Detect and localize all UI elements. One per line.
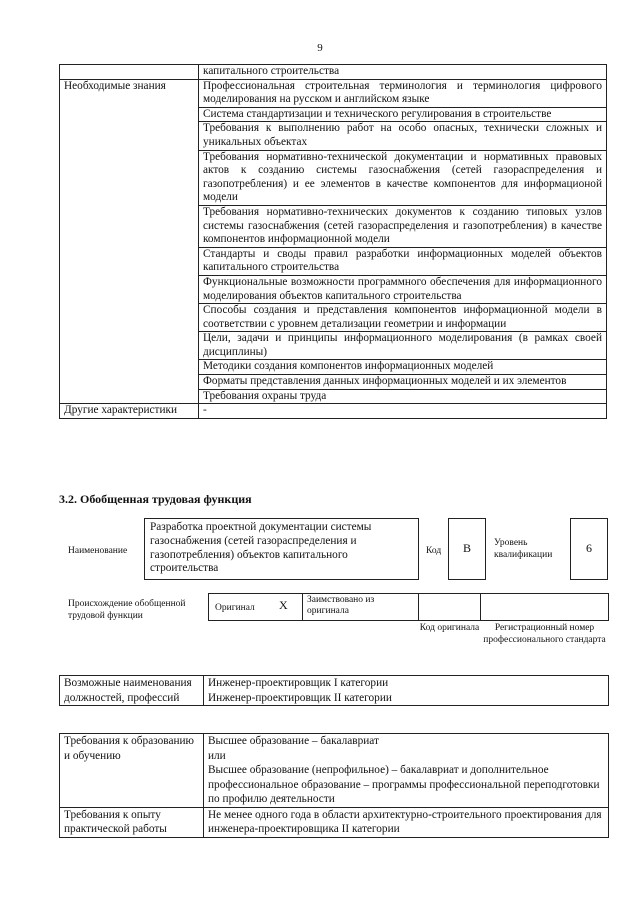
knowledge-item: Система стандартизации и технического регулирования в строительстве [199,107,607,122]
reg-number-cell [480,593,609,621]
positions-table [59,675,609,706]
position-item: Инженер-проектировщик I категории [208,677,389,689]
knowledge-item: Форматы представления данных информационных моделей и их элементов [199,375,607,390]
knowledge-item: Требования к выполнению работ на особо опасных, технически сложных и уникальных объектах [199,122,607,150]
knowledge-item: Требования нормативно-технической документации и нормативных правовых актов к созданию системы газоснабжения (сетей газораспределения и газопотребления) и ее элементов в качестве компонентов для информационой модели [199,150,607,205]
table-row [60,734,609,808]
cell-value: капитального строительства [199,65,607,80]
positions-values [204,676,609,706]
origin-label: Происхождение обобщенной трудовой функции [68,599,186,621]
section-title: 3.2. Обобщенная трудовая функция [59,492,252,506]
knowledge-item: Требования охраны труда [199,389,607,404]
education-label: Требования к образованию и обучению [60,734,204,808]
page-number: 9 [317,42,323,54]
knowledge-item: Функциональные возможности программного обеспечения для информационного моделирования объектов капитального строительства [199,275,607,303]
other-label: Другие характеристики [60,404,199,419]
code-label: Код [426,546,442,556]
experience-line: Не менее одного года в области архитектурно-строительного проектирования для инженера-проектировщика II категории [208,808,602,835]
table-row [60,65,607,80]
experience-value [204,807,609,837]
empty-cell [60,65,199,80]
knowledge-item: Требования нормативно-технических документов к созданию типовых узлов системы газоснабжения (сетей газораспределения и газопотребления) в качестве компонентов информационной модели [199,205,607,247]
knowledge-table [59,64,607,419]
table-row [60,676,609,706]
original-cell [208,593,303,621]
knowledge-item: Способы создания и представления компонентов информационной модели в соответствии с уровнем детализации геометрии и информации [199,304,607,332]
knowledge-item: Стандарты и своды правил разработки информационных моделей объектов капитального строительства [199,247,607,275]
education-value [204,734,609,808]
code-original-cell [418,593,481,621]
positions-label: Возможные наименования должностей, профессий [60,676,204,706]
requirements-table [59,733,609,838]
reg-number-label: Регистрационный номер профессионального стандарта [483,623,606,645]
experience-label: Требования к опыту практической работы [60,807,204,837]
name-value: Разработка проектной документации системы газоснабжения (сетей газораспределения и газопотребления) объектов капитального строительства [144,518,419,580]
level-value: 6 [570,518,608,580]
table-row [60,79,607,107]
education-line: Высшее образование – бакалавриат [208,735,379,747]
code-value: B [448,518,486,580]
knowledge-item: Методики создания компонентов информационных моделей [199,360,607,375]
knowledge-label: Необходимые знания [60,79,199,404]
original-mark: X [279,598,288,612]
level-label: Уровень квалификации [494,538,553,560]
table-row [60,404,607,419]
knowledge-item: Профессиональная строительная терминология и терминология цифрового моделирования на русском и английском языке [199,79,607,107]
education-line: или [208,749,226,762]
other-value: - [199,404,607,419]
knowledge-item: Цели, задачи и принципы информационного моделирования (в рамках своей дисциплины) [199,332,607,360]
code-original-label: Код оригинала [419,623,480,633]
original-label: Оригинал [215,603,255,613]
education-line: Высшее образование (непрофильное) – бакалавриат и дополнительное профессиональное образование – программы профессиональной переподготовки по профилю деятельности [208,764,600,805]
borrowed-cell: Заимствовано из оригинала [302,593,419,621]
table-row [60,807,609,837]
name-label: Наименование [68,546,128,556]
position-item: Инженер-проектировщик II категории [208,691,392,704]
